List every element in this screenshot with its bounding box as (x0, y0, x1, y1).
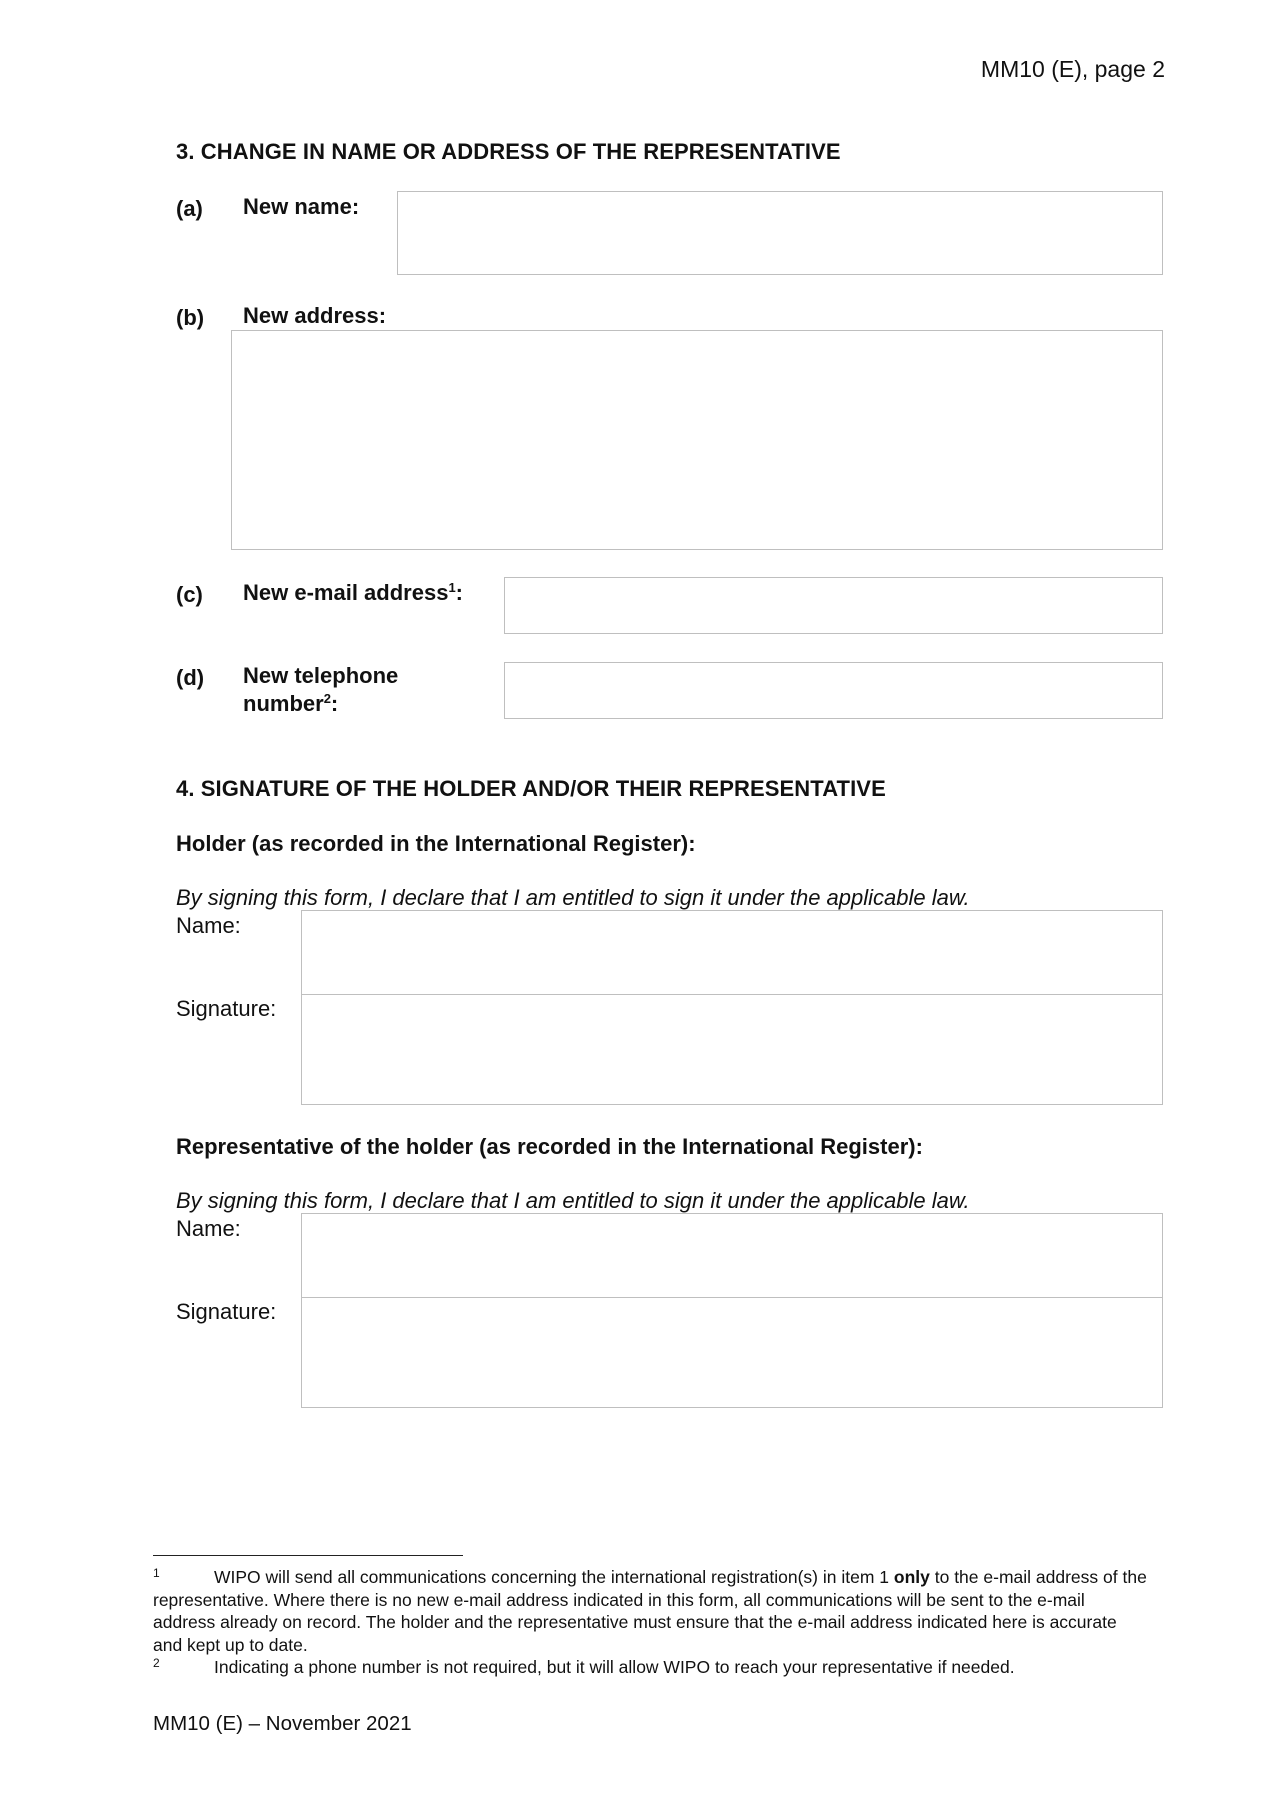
new-email-label-suffix: : (455, 580, 463, 605)
holder-signature-label: Signature: (176, 996, 277, 1021)
footnote-1 (153, 1566, 1148, 1656)
section-3-title: 3. CHANGE IN NAME OR ADDRESS OF THE REPRESENTATIVE (176, 139, 841, 164)
footnote-1-text-before: WIPO will send all communications concerning the international registration(s) in item 1 (214, 1567, 894, 1587)
footnote-ref-2: 2 (323, 691, 331, 706)
new-telephone-label (243, 662, 398, 718)
footnote-1-text-after: to the e-mail address of the representative. Where there is no new e-mail address indicated in this form, all communications will be sent to the e-mail address already on record. The holder and the representative must ensure that the e-mail address indicated here is accurate and kept up to date. (153, 1567, 1147, 1655)
page-header: MM10 (E), page 2 (980, 56, 1165, 82)
footnote-1-text-bold: only (893, 1567, 930, 1587)
page-footer: MM10 (E) – November 2021 (153, 1712, 412, 1735)
new-email-field[interactable] (504, 577, 1163, 634)
holder-signature-field[interactable] (302, 995, 1162, 1103)
footnote-2 (153, 1656, 1148, 1679)
section-4-title: 4. SIGNATURE OF THE HOLDER AND/OR THEIR REPRESENTATIVE (176, 776, 886, 801)
item-c-letter: (c) (176, 582, 203, 607)
new-telephone-field[interactable] (504, 662, 1163, 719)
new-address-label: New address: (243, 303, 387, 328)
representative-signature-label: Signature: (176, 1299, 277, 1324)
new-name-field[interactable] (397, 191, 1163, 275)
new-name-label: New name: (243, 194, 360, 219)
item-a-letter: (a) (176, 196, 203, 221)
holder-name-label: Name: (176, 913, 241, 938)
new-email-label (243, 579, 463, 607)
new-telephone-label-line2: number (243, 691, 324, 716)
item-b-letter: (b) (176, 305, 205, 330)
new-telephone-label-suffix: : (330, 691, 339, 716)
representative-heading: Representative of the holder (as recorded in the International Register): (176, 1134, 923, 1159)
footnote-2-number: 2 (153, 1656, 160, 1670)
representative-name-label: Name: (176, 1216, 241, 1241)
holder-heading: Holder (as recorded in the International Register): (176, 831, 696, 856)
representative-signature-field[interactable] (302, 1298, 1162, 1406)
holder-declaration: By signing this form, I declare that I am entitled to sign it under the applicable law. (176, 885, 970, 910)
holder-name-field[interactable] (302, 911, 1162, 995)
footnote-separator (153, 1555, 463, 1556)
new-address-field[interactable] (231, 330, 1163, 550)
item-d-letter: (d) (176, 665, 205, 690)
footnote-ref-1: 1 (448, 580, 456, 595)
representative-declaration: By signing this form, I declare that I am entitled to sign it under the applicable law. (176, 1188, 970, 1213)
footnote-1-number: 1 (153, 1566, 160, 1580)
representative-signature-table (301, 1213, 1163, 1408)
new-email-label-text: New e-mail address (243, 580, 449, 605)
holder-signature-table (301, 910, 1163, 1105)
representative-name-field[interactable] (302, 1214, 1162, 1298)
footnote-2-text: Indicating a phone number is not required, but it will allow WIPO to reach your representative if needed. (214, 1657, 1015, 1677)
new-telephone-label-line1: New telephone (243, 663, 399, 688)
